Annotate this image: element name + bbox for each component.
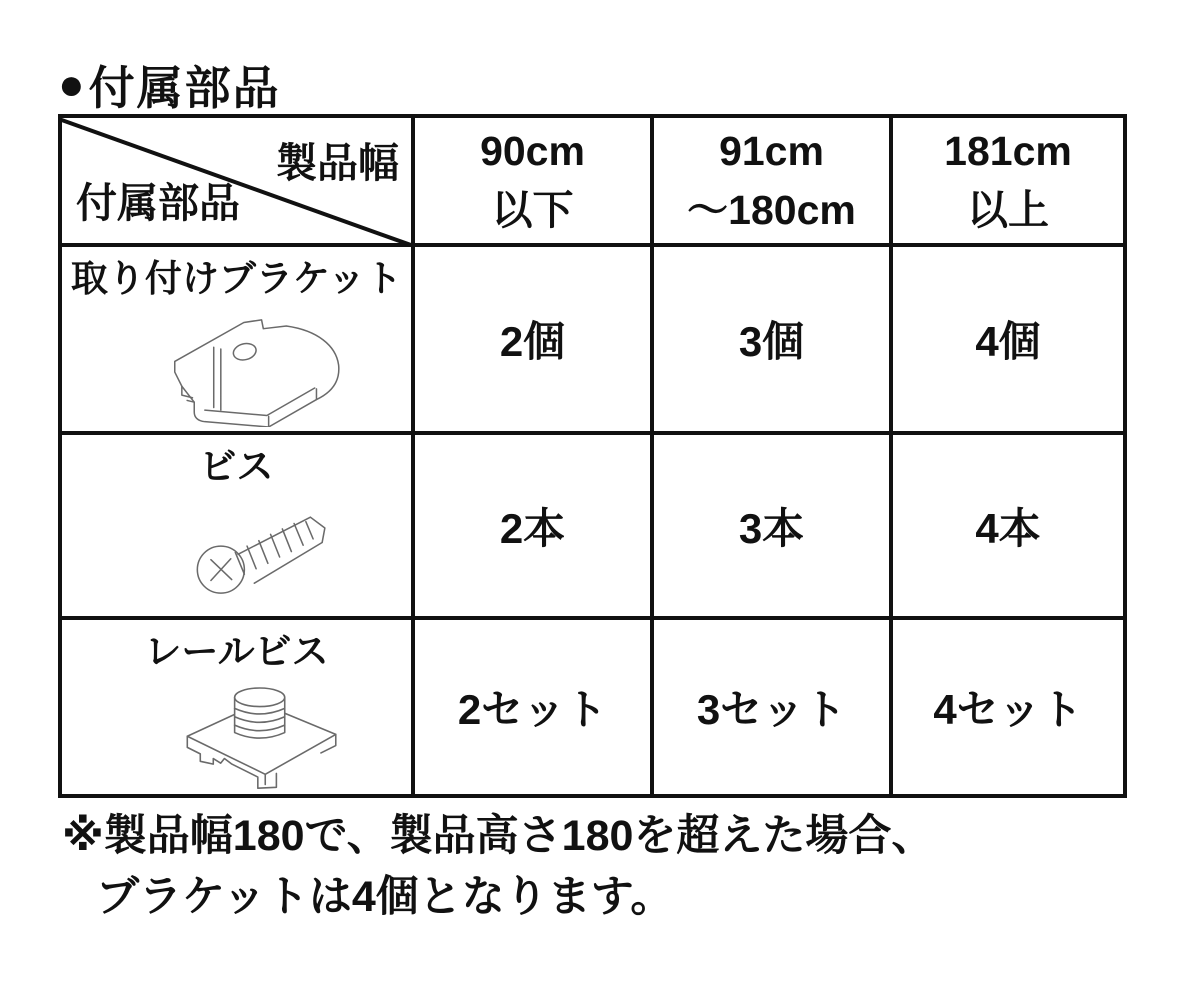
qty-value: 4本 — [975, 504, 1041, 552]
row-label: ビス — [199, 446, 274, 487]
column-header — [654, 118, 893, 247]
row-label: レールビス — [144, 631, 329, 672]
column-header-line2: ～180cm — [687, 186, 856, 233]
corner-label-accessory-parts: 付属部品 — [76, 180, 240, 226]
qty-value: 3本 — [738, 504, 805, 552]
page-title-text: 付属部品 — [88, 62, 281, 114]
qty-cell — [415, 247, 654, 435]
row-header-screw — [62, 435, 415, 620]
qty-cell — [654, 247, 893, 435]
qty-value: 2本 — [499, 504, 566, 552]
footnote-line1: ※製品幅180で、製品高さ180を超えた場合、 — [62, 812, 935, 860]
footnote-line2: ブラケットは4個となります。 — [96, 873, 674, 922]
column-header-line1: 91cm — [719, 127, 824, 174]
qty-cell — [415, 435, 654, 620]
qty-cell — [893, 620, 1123, 794]
column-header-line1: 90cm — [480, 127, 585, 174]
bullet-icon: ● — [58, 60, 87, 109]
qty-value: 2セット — [457, 686, 608, 733]
accessory-table — [58, 114, 1127, 798]
column-header-line2: 以上 — [967, 186, 1049, 233]
column-header-line1: 181cm — [944, 127, 1072, 174]
row-header-rail-screw — [62, 620, 415, 794]
column-header — [415, 118, 654, 247]
corner-label-product-width: 製品幅 — [276, 140, 399, 186]
qty-value: 3個 — [738, 318, 805, 365]
qty-value: 3セット — [696, 686, 847, 733]
column-header — [893, 118, 1123, 247]
corner-header-cell — [62, 118, 415, 247]
qty-cell — [893, 435, 1123, 620]
screw-icon — [178, 488, 346, 616]
qty-value: 4セット — [933, 686, 1083, 733]
row-label: 取り付けブラケット — [70, 258, 403, 299]
row-header-bracket — [62, 247, 415, 435]
footnote — [62, 806, 934, 928]
rail-screw-icon — [162, 673, 362, 794]
bracket-icon — [151, 300, 373, 431]
column-header-line2: 以下 — [491, 186, 574, 233]
qty-cell — [654, 620, 893, 794]
qty-value: 4個 — [975, 318, 1041, 365]
qty-value: 2個 — [499, 318, 566, 365]
page-title — [58, 52, 281, 118]
qty-cell — [654, 435, 893, 620]
qty-cell — [415, 620, 654, 794]
qty-cell — [893, 247, 1123, 435]
